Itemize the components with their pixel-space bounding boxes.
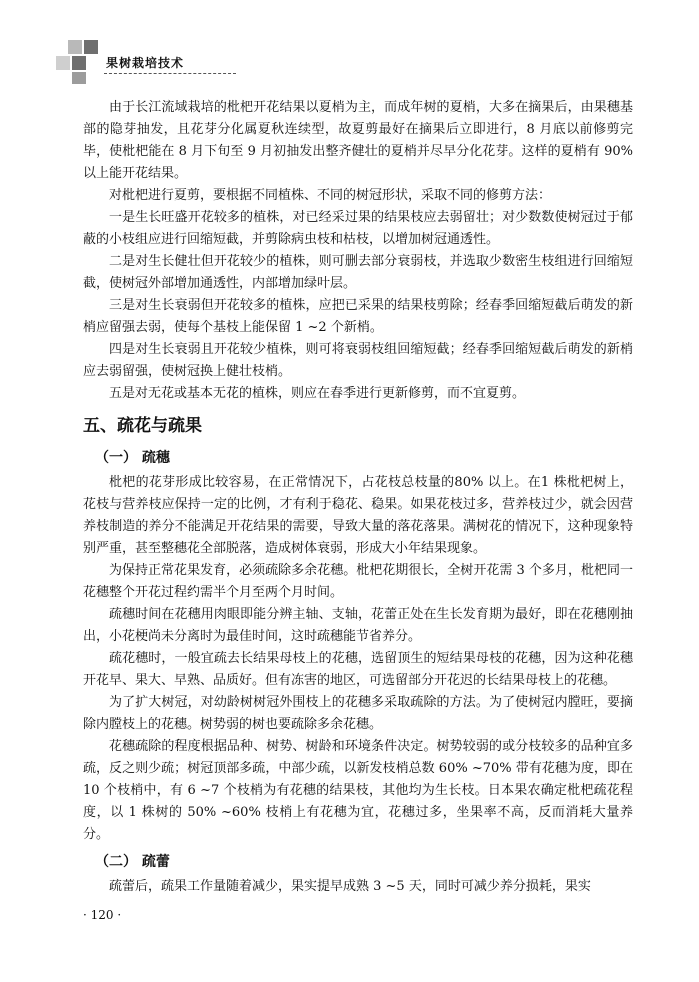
header-dashed-rule [104,73,236,74]
header-decor-square [72,72,86,84]
header-decor-square [56,56,70,70]
paragraph: 二是对生长健壮但开花较少的植株，则可删去部分衰弱枝，并选取少数密生枝组进行回缩短截，使树冠外部增加通透性，内部增加绿叶层。 [83,254,633,291]
paragraph: 五是对无花或基本无花的植株，则应在春季进行更新修剪，而不宜夏剪。 [109,386,526,401]
paragraph: 由于长江流域栽培的枇杷开花结果以夏梢为主，而成年树的夏梢，大多在摘果后，由果穗基部的隐芽抽发，且花芽分化属夏秋连续型，故夏剪最好在摘果后立即进行，8 月底以前修剪完毕，使枇杷能在 8 月下旬至 9 月初抽发出整齐健壮的夏梢并尽早分化花芽。这样的夏梢有 90% 以上能开花结果。 [83,100,633,181]
book-title: 果树栽培技术 [106,56,185,70]
subsection-heading: （二） 疏蕾 [95,854,170,870]
header-decor-square [68,40,82,54]
paragraph: 疏蕾后，疏果工作量随着减少，果实提早成熟 3 ~5 天，同时可减少养分损耗，果实 [109,879,591,894]
paragraph: 为保持正常花果发育，必须疏除多余花穗。枇杷花期很长，全树开花需 3 个多月，枇杷同一花穗整个开花过程约需半个月至两个月时间。 [83,563,633,600]
header-decor-square [84,40,98,54]
paragraph: 一是生长旺盛开花较多的植株，对已经采过果的结果枝应去弱留壮；对少数数使树冠过于郁蔽的小枝组应进行回缩短截，并剪除病虫枝和枯枝，以增加树冠通透性。 [83,210,633,247]
paragraph: 四是对生长衰弱且开花较少植株，则可将衰弱枝组回缩短截；经春季回缩短截后萌发的新梢应去弱留强，使树冠换上健壮枝梢。 [83,342,633,379]
page-body [83,97,633,898]
running-header [56,40,236,84]
paragraph: 三是对生长衰弱但开花较多的植株，应把已采果的结果枝剪除；经春季回缩短截后萌发的新梢应留强去弱，使每个基枝上能保留 1 ~2 个新梢。 [83,298,633,335]
paragraph: 花穗疏除的程度根据品种、树势、树龄和环境条件决定。树势较弱的或分枝较多的品种宜多疏，反之则少疏；树冠顶部多疏，中部少疏，以新发枝梢总数 60% ~70% 带有花穗为度，即在 10 个枝梢中，有 6 ~7 个枝梢为有花穗的结果枝，其他均为生长枝。日本果农确定枇杷疏花程度，以 1 株树的 50% ~60% 枝梢上有花穗为宜，花穗过多，坐果率不高，反而消耗大量养分。 [83,739,633,842]
page-number: · 120 · [83,908,122,922]
paragraph: 疏花穗时，一般宜疏去长结果母枝上的花穗，选留顶生的短结果母枝的花穗，因为这种花穗开花早、果大、早熟、品质好。但有冻害的地区，可选留部分开花迟的长结果母枝上的花穗。 [83,651,633,688]
header-decor-square [72,56,86,70]
paragraph: 枇杷的花芽形成比较容易，在正常情况下，占花枝总枝量的80% 以上。在1 株枇杷树上，花枝与营养枝应保持一定的比例，才有利于稳花、稳果。如果花枝过多，营养枝过少，就会因营养枝制造的养分不能满足开花结果的需要，导致大量的落花落果。满树花的情况下，这种现象特别严重，甚至整穗花全部脱落，造成树体衰弱，形成大小年结果现象。 [83,475,633,556]
paragraph: 疏穗时间在花穗用肉眼即能分辨主轴、支轴，花蕾正处在生长发育期为最好，即在花穗刚抽出，小花梗尚未分离时为最佳时间，这时疏穗能节省养分。 [83,607,633,644]
section-heading: 五、疏花与疏果 [83,416,202,436]
paragraph: 为了扩大树冠，对幼龄树树冠外围枝上的花穗多采取疏除的方法。为了使树冠内膛旺，要摘除内膛枝上的花穗。树势弱的树也要疏除多余花穗。 [83,695,633,732]
subsection-heading: （一） 疏穗 [95,450,170,466]
paragraph: 对枇杷进行夏剪，要根据不同植株、不同的树冠形状，采取不同的修剪方法： [109,188,552,203]
